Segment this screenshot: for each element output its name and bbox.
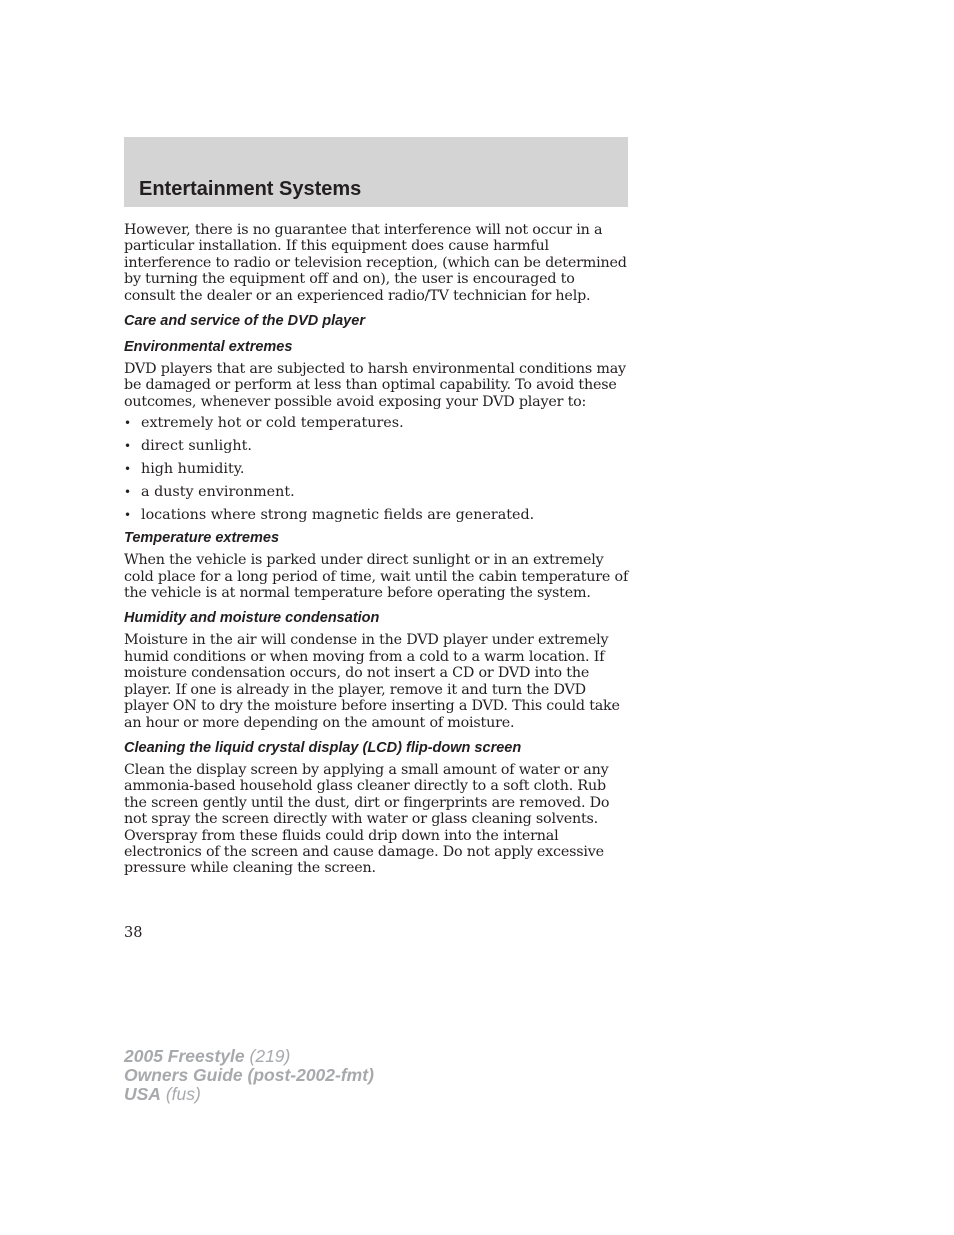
list-item: • direct sunlight. [124,438,252,455]
temperature-paragraph: When the vehicle is parked under direct sunlight or in an extremely cold place for a long period of time, wait until the cabin temperature of the vehicle is at normal temperature before operating the system. [124,552,629,602]
bullet-icon: • [124,439,132,454]
list-item: • locations where strong magnetic fields are generated. [124,507,535,524]
document-footer [124,1047,374,1104]
page-content [124,222,630,877]
environmental-heading: Environmental extremes [124,339,293,356]
intro-paragraph: However, there is no guarantee that interference will not occur in a particular installation. If this equipment does cause harmful interference to radio or television reception, (which can be determined by turning the equipment off and on), the user is encouraged to consult the dealer or an experienced radio/TV technician for help. [124,222,627,304]
environmental-bullet-list [124,415,630,523]
bullet-icon: • [124,508,132,523]
section-title: Entertainment Systems [139,178,362,200]
lcd-cleaning-heading: Cleaning the liquid crystal display (LCD) flip-down screen [124,739,522,756]
humidity-heading: Humidity and moisture condensation [124,610,380,627]
environmental-paragraph: DVD players that are subjected to harsh environmental conditions may be damaged or perform at less than optimal capability. To avoid these outcomes, whenever possible avoid exposing your DVD player to: [124,361,626,410]
bullet-icon: • [124,462,132,477]
lcd-cleaning-paragraph: Clean the display screen by applying a small amount of water or any ammonia-based household glass cleaner directly to a soft cloth. Rub the screen gently until the dust, dirt or fingerprints are removed. Do not spray the screen directly with water or glass cleaning solvents. Overspray from these fluids could drip down into the internal electronics of the screen and cause damage. Do not apply excessive pressure while cleaning the screen. [124,761,610,877]
list-item: • a dusty environment. [124,484,295,501]
care-heading: Care and service of the DVD player [124,313,365,330]
section-header-bar [124,137,628,207]
footer-line-model: 2005 Freestyle (219) [124,1046,291,1066]
humidity-paragraph: Moisture in the air will condense in the DVD player under extremely humid conditions or when moving from a cold to a warm location. If moisture condensation occurs, do not insert a CD or DVD into the player. If one is already in the player, remove it and turn the DVD player ON to dry the moisture before inserting a DVD. This could take an hour or more depending on the amount of moisture. [124,632,620,731]
bullet-icon: • [124,485,132,500]
footer-line-market: USA (fus) [124,1084,201,1104]
footer-line-guide: Owners Guide (post-2002-fmt) [124,1065,374,1085]
page-number: 38 [124,925,143,941]
bullet-icon: • [124,416,132,431]
list-item: • extremely hot or cold temperatures. [124,415,404,432]
list-item: • high humidity. [124,461,245,478]
temperature-heading: Temperature extremes [124,530,280,547]
